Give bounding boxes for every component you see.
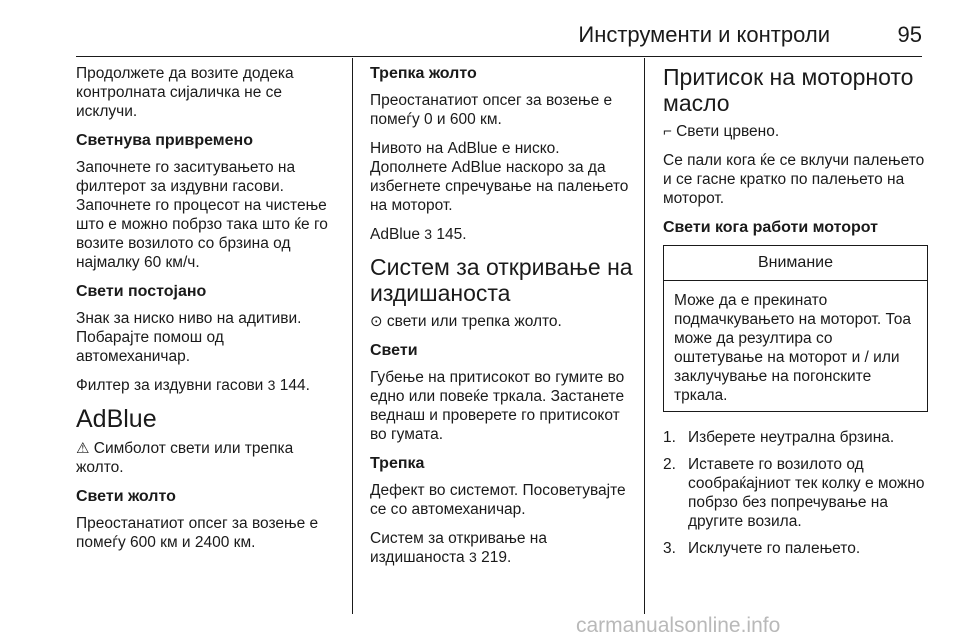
system-ref-label: Систем за откривање на издишаноста (370, 530, 547, 566)
section-title-tire-deflation: Систем за откривање на издишаноста (370, 254, 633, 306)
column-2 (370, 64, 636, 577)
caution-notice-body: Може да е прекинато подмачкувањето на моторот. Тоа може да резултира со оштетување на моторот и / или заклучување на погонските тркала. (674, 292, 912, 404)
list-item (663, 428, 928, 447)
step-number: 1. (663, 429, 676, 446)
watermark-text: carmanualsonline.info (576, 614, 781, 637)
column-divider-2 (644, 58, 645, 614)
adblue-page-link[interactable]: 145. (436, 226, 467, 243)
paragraph-oil-ignition: Се пали кога ќе се вклучи палењето и се гасне кратко по палењето на моторот. (663, 152, 925, 207)
heading-lights-temporarily: Светнува привремено (76, 132, 253, 149)
reference-arrow-icon: 3 (468, 549, 477, 565)
step-number: 2. (663, 456, 676, 473)
heading-lit: Свети (370, 342, 418, 359)
paragraph-range-0-600: Преостанатиот опсег за возење е помеѓу 0 и 600 км. (370, 92, 613, 128)
step-text: Иставете го возилото од сообраќајниот тек колку е можно побрзо без попречување на другите возила. (688, 456, 925, 530)
paragraph-continue-driving: Продолжете да возите додека контролната сијаличка не се исклучи. (76, 65, 294, 120)
oil-can-icon: ⌐ (663, 123, 672, 140)
paragraph-oil-symbol (663, 122, 928, 141)
paragraph-filter-saturation: Започнете го заситувањето на филтерот за издувни гасови. Започнете го процесот на чистење што е можно побрзо така што ќе го возите возилото со брзина од најмалку 60 км/ч. (76, 159, 328, 271)
paragraph-range-600-2400: Преостанатиот опсег за возење е помеѓу 600 км и 2400 км. (76, 515, 319, 551)
oil-symbol-text: Свети црвено. (676, 123, 780, 140)
caution-notice-title: Внимание (664, 246, 927, 281)
paragraph-exhaust-filter-ref (76, 376, 342, 395)
list-item (663, 455, 928, 531)
step-text: Изберете неутрална брзина. (688, 429, 895, 446)
page-header (0, 0, 960, 58)
paragraph-system-fault: Дефект во системот. Посоветувајте се со автомеханичар. (370, 482, 626, 518)
heading-lit-engine-running: Свети кога работи моторот (663, 219, 878, 236)
column-3 (663, 64, 928, 566)
header-divider (76, 56, 922, 57)
section-title-oil-pressure: Притисок на моторното масло (663, 64, 914, 116)
adblue-ref-label: AdBlue (370, 226, 420, 243)
paragraph-adblue-low: Нивото на AdBlue е ниско. Дополнете AdBlue наскоро за да избегнете спречување на палењето на моторот. (370, 140, 629, 214)
step-text: Исклучете го палењето. (688, 540, 861, 557)
adblue-symbol-text: Симболот свети или трепка жолто. (76, 440, 294, 476)
heading-lights-yellow: Свети жолто (76, 488, 176, 505)
tire-symbol-text: свети или трепка жолто. (386, 313, 562, 330)
adblue-warning-icon: ⚠ (76, 440, 90, 457)
exhaust-filter-page-link[interactable]: 144. (279, 377, 310, 394)
heading-blinks: Трепка (370, 455, 425, 472)
section-title-adblue: AdBlue (76, 405, 157, 433)
page-title: Инструменти и контроли (578, 22, 830, 47)
paragraph-tire-symbol (370, 312, 636, 331)
reference-arrow-icon: 3 (267, 377, 276, 393)
reference-arrow-icon: 3 (424, 226, 433, 242)
step-number: 3. (663, 540, 676, 557)
steps-list (663, 428, 928, 558)
heading-blinks-yellow: Трепка жолто (370, 65, 477, 82)
paragraph-pressure-loss: Губење на притисокот во гумите во едно или повеќе тркала. Застанете веднаш и проверете го притисокот во гумата. (370, 369, 625, 443)
paragraph-adblue-symbol (76, 439, 342, 477)
paragraph-adblue-ref (370, 225, 636, 244)
caution-notice (663, 245, 928, 412)
heading-lights-constantly: Свети постојано (76, 283, 207, 300)
column-divider-1 (352, 58, 353, 614)
paragraph-system-ref (370, 529, 636, 567)
exhaust-filter-label: Филтер за издувни гасови (76, 377, 264, 394)
list-item (663, 539, 928, 558)
page-number: 95 (897, 22, 922, 47)
system-page-link[interactable]: 219. (481, 549, 512, 566)
paragraph-low-additive: Знак за ниско ниво на адитиви. Побарајте помош од автомеханичар. (76, 310, 302, 365)
tire-pressure-icon: ⊙ (370, 313, 383, 330)
column-1 (76, 64, 342, 562)
